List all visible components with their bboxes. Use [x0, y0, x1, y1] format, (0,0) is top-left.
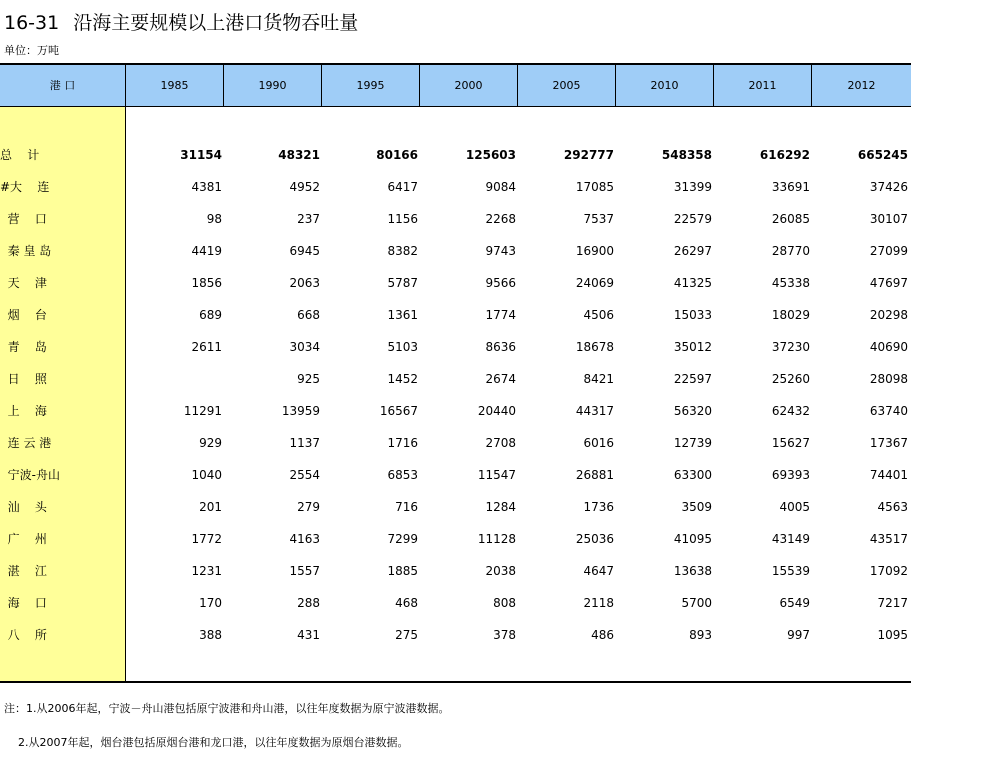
- throughput-value: 31399: [673, 180, 712, 194]
- throughput-value: 6016: [583, 436, 614, 450]
- throughput-value: 5103: [387, 340, 418, 354]
- throughput-value: 8382: [387, 244, 418, 258]
- unit-label: 单位：万吨: [4, 44, 59, 57]
- throughput-value: 4506: [583, 308, 614, 322]
- throughput-value: 20298: [869, 308, 908, 322]
- throughput-value: 45338: [771, 276, 810, 290]
- table-row: [0, 491, 911, 523]
- throughput-value: 1361: [387, 308, 418, 322]
- throughput-value: 27099: [869, 244, 908, 258]
- throughput-value: 2611: [191, 340, 222, 354]
- throughput-value: 6945: [289, 244, 320, 258]
- throughput-value: 17092: [869, 564, 908, 578]
- throughput-value: 24069: [575, 276, 614, 290]
- throughput-value: 170: [199, 596, 222, 610]
- throughput-value: 26881: [575, 468, 614, 482]
- table-row: [0, 331, 911, 363]
- throughput-value: 288: [297, 596, 320, 610]
- throughput-value: 201: [199, 500, 222, 514]
- throughput-value: 2063: [289, 276, 320, 290]
- footnote: 2.从2007年起，烟台港包括原烟台港和龙口港，以往年度数据为原烟台港数据。: [4, 736, 409, 749]
- throughput-value: 26085: [771, 212, 810, 226]
- table-row: [0, 235, 911, 267]
- throughput-value: 20440: [477, 404, 516, 418]
- throughput-value: 43517: [869, 532, 908, 546]
- table-row: [0, 267, 911, 299]
- table-row: [0, 139, 911, 171]
- bottom-rule: [0, 681, 911, 683]
- table-row: [0, 203, 911, 235]
- port-name: #大 连: [0, 180, 50, 194]
- throughput-value: 47697: [869, 276, 908, 290]
- throughput-value: 12739: [673, 436, 712, 450]
- throughput-value: 1156: [387, 212, 418, 226]
- throughput-value: 40690: [869, 340, 908, 354]
- throughput-value: 1040: [191, 468, 222, 482]
- table-row: [0, 619, 911, 651]
- throughput-value: 9084: [485, 180, 516, 194]
- throughput-value: 41325: [673, 276, 712, 290]
- throughput-value: 15539: [771, 564, 810, 578]
- throughput-value: 63300: [673, 468, 712, 482]
- footnotes: [4, 700, 450, 768]
- port-name: 湛 江: [0, 564, 47, 578]
- throughput-value: 33691: [771, 180, 810, 194]
- table-row: [0, 427, 911, 459]
- footnote: 注：1.从2006年起，宁波－舟山港包括原宁波港和舟山港，以往年度数据为原宁波港数据。: [4, 702, 450, 715]
- throughput-value: 388: [199, 628, 222, 642]
- port-name: 上 海: [0, 404, 47, 418]
- header-year: 2000: [420, 65, 518, 106]
- throughput-value: 4005: [779, 500, 810, 514]
- throughput-value: 2674: [485, 372, 516, 386]
- throughput-value: 7537: [583, 212, 614, 226]
- throughput-value: 63740: [869, 404, 908, 418]
- throughput-value: 28770: [771, 244, 810, 258]
- throughput-value: 4163: [289, 532, 320, 546]
- throughput-value: 9743: [485, 244, 516, 258]
- throughput-value: 929: [199, 436, 222, 450]
- header-year: 1995: [322, 65, 420, 106]
- port-name: 天 津: [0, 276, 47, 290]
- header-year: 1990: [224, 65, 322, 106]
- throughput-value: 5787: [387, 276, 418, 290]
- throughput-value: 17085: [575, 180, 614, 194]
- page-title: [4, 8, 358, 35]
- throughput-value: 1736: [583, 500, 614, 514]
- table-row: [0, 363, 911, 395]
- throughput-value: 6853: [387, 468, 418, 482]
- throughput-value: 4419: [191, 244, 222, 258]
- table-row: [0, 395, 911, 427]
- throughput-value: 41095: [673, 532, 712, 546]
- port-name: 烟 台: [0, 308, 47, 322]
- table-number: 16-31: [4, 12, 60, 34]
- throughput-value: 16900: [575, 244, 614, 258]
- throughput-value: 275: [395, 628, 418, 642]
- throughput-value: 48321: [278, 148, 320, 162]
- throughput-value: 25260: [771, 372, 810, 386]
- throughput-value: 13959: [281, 404, 320, 418]
- table-row: [0, 555, 911, 587]
- header-year: 1985: [126, 65, 224, 106]
- throughput-value: 893: [689, 628, 712, 642]
- port-name: 营 口: [0, 212, 47, 226]
- throughput-value: 2038: [485, 564, 516, 578]
- throughput-value: 62432: [771, 404, 810, 418]
- throughput-value: 997: [787, 628, 810, 642]
- throughput-value: 279: [297, 500, 320, 514]
- throughput-value: 31154: [180, 148, 222, 162]
- port-name: 总 计: [0, 148, 40, 162]
- throughput-value: 11128: [477, 532, 516, 546]
- throughput-value: 17367: [869, 436, 908, 450]
- throughput-value: 7299: [387, 532, 418, 546]
- throughput-value: 616292: [759, 148, 810, 162]
- throughput-value: 237: [297, 212, 320, 226]
- port-name: 海 口: [0, 596, 47, 610]
- throughput-value: 3509: [681, 500, 712, 514]
- throughput-value: 1856: [191, 276, 222, 290]
- throughput-value: 1716: [387, 436, 418, 450]
- throughput-value: 37426: [869, 180, 908, 194]
- table-row: [0, 299, 911, 331]
- throughput-value: 1885: [387, 564, 418, 578]
- throughput-value: 468: [395, 596, 418, 610]
- throughput-value: 22579: [673, 212, 712, 226]
- throughput-value: 56320: [673, 404, 712, 418]
- throughput-value: 2554: [289, 468, 320, 482]
- throughput-value: 28098: [869, 372, 908, 386]
- throughput-value: 4952: [289, 180, 320, 194]
- throughput-value: [126, 363, 222, 395]
- throughput-value: 5700: [681, 596, 712, 610]
- throughput-value: 37230: [771, 340, 810, 354]
- throughput-value: 26297: [673, 244, 712, 258]
- throughput-value: 11547: [477, 468, 516, 482]
- table-row: [0, 587, 911, 619]
- throughput-value: 15033: [673, 308, 712, 322]
- throughput-value: 1774: [485, 308, 516, 322]
- throughput-value: 1137: [289, 436, 320, 450]
- port-name: 广 州: [0, 532, 47, 546]
- throughput-value: 1772: [191, 532, 222, 546]
- throughput-value: 716: [395, 500, 418, 514]
- throughput-value: 7217: [877, 596, 908, 610]
- throughput-value: 486: [591, 628, 614, 642]
- table-header: [0, 65, 911, 106]
- header-year: 2012: [847, 79, 876, 92]
- throughput-value: 378: [493, 628, 516, 642]
- data-table: [0, 63, 911, 683]
- throughput-value: 9566: [485, 276, 516, 290]
- throughput-value: 548358: [661, 148, 712, 162]
- throughput-value: 8421: [583, 372, 614, 386]
- throughput-value: 125603: [465, 148, 516, 162]
- throughput-value: 13638: [673, 564, 712, 578]
- throughput-value: 2268: [485, 212, 516, 226]
- throughput-value: 11291: [183, 404, 222, 418]
- throughput-value: 292777: [563, 148, 614, 162]
- throughput-value: 25036: [575, 532, 614, 546]
- header-year: 2011: [714, 65, 812, 106]
- throughput-value: 8636: [485, 340, 516, 354]
- throughput-value: 665245: [857, 148, 908, 162]
- throughput-value: 1557: [289, 564, 320, 578]
- port-name: 青 岛: [0, 340, 47, 354]
- throughput-value: 80166: [376, 148, 418, 162]
- throughput-value: 43149: [771, 532, 810, 546]
- throughput-value: 74401: [869, 468, 908, 482]
- port-name: 宁波-舟山: [0, 468, 60, 482]
- throughput-value: 2708: [485, 436, 516, 450]
- throughput-value: 35012: [673, 340, 712, 354]
- throughput-value: 18678: [575, 340, 614, 354]
- throughput-value: 30107: [869, 212, 908, 226]
- throughput-value: 431: [297, 628, 320, 642]
- throughput-value: 808: [493, 596, 516, 610]
- throughput-value: 4381: [191, 180, 222, 194]
- throughput-value: 69393: [771, 468, 810, 482]
- throughput-value: 15627: [771, 436, 810, 450]
- header-year: 2005: [518, 65, 616, 106]
- throughput-value: 1095: [877, 628, 908, 642]
- throughput-value: 6417: [387, 180, 418, 194]
- throughput-value: 44317: [575, 404, 614, 418]
- throughput-value: 6549: [779, 596, 810, 610]
- throughput-value: 4563: [877, 500, 908, 514]
- port-name: 连 云 港: [0, 436, 52, 450]
- throughput-value: 1452: [387, 372, 418, 386]
- throughput-value: 22597: [673, 372, 712, 386]
- throughput-value: 668: [297, 308, 320, 322]
- throughput-value: 689: [199, 308, 222, 322]
- throughput-value: 1231: [191, 564, 222, 578]
- port-name: 汕 头: [0, 500, 47, 514]
- throughput-value: 16567: [379, 404, 418, 418]
- throughput-value: 98: [206, 212, 222, 226]
- throughput-value: 18029: [771, 308, 810, 322]
- table-row: [0, 523, 911, 555]
- header-year: 2010: [616, 65, 714, 106]
- port-name: 秦 皇 岛: [0, 244, 52, 258]
- throughput-value: 2118: [583, 596, 614, 610]
- throughput-value: 4647: [583, 564, 614, 578]
- table-row: [0, 459, 911, 491]
- header-port: 港 口: [0, 65, 126, 106]
- throughput-value: 1284: [485, 500, 516, 514]
- port-name: 八 所: [0, 628, 47, 642]
- table-row: [0, 171, 911, 203]
- header-rule: [0, 106, 911, 107]
- port-name: 日 照: [0, 372, 47, 386]
- throughput-value: 925: [297, 372, 320, 386]
- table-title: 沿海主要规模以上港口货物吞吐量: [73, 12, 359, 34]
- throughput-value: 3034: [289, 340, 320, 354]
